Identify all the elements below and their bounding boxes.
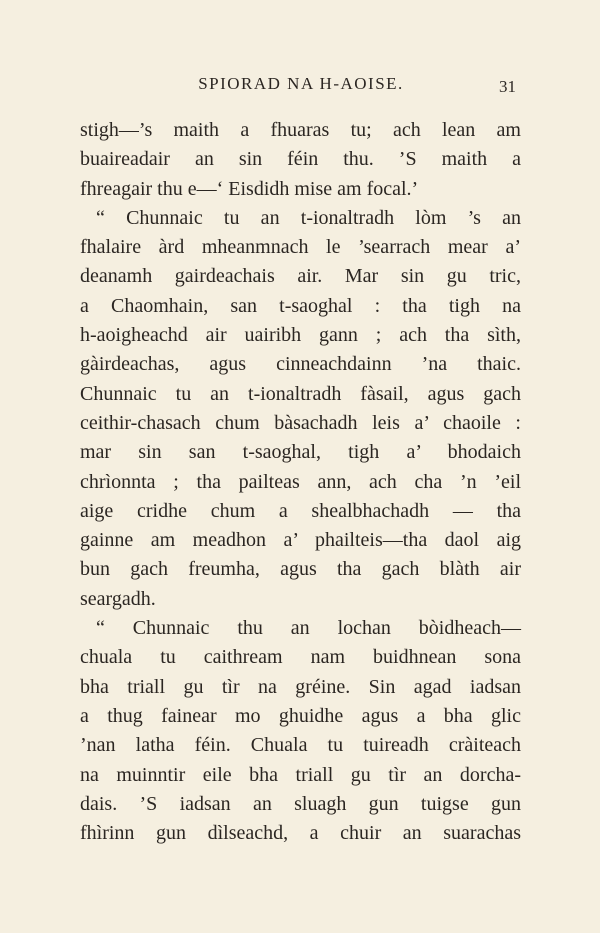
text-line: bun gach freumha, agus tha gach blàth air [80, 558, 521, 581]
page-number: 31 [499, 77, 516, 96]
text-line: fhalaire àrd mheanmnach le ’searrach mear a’ [80, 236, 521, 259]
text-line: chuala tu caithream nam buidhnean sona [80, 646, 521, 669]
text-line: fhreagair thu e—‘ Eisdidh mise am focal.’ [80, 177, 419, 200]
text-line: na muinntir eile bha triall gu tìr an dorcha- [80, 763, 521, 786]
text-line: fhìrinn gun dìlseachd, a chuir an suarachas [80, 822, 521, 845]
text-line: ’nan latha féin. Chuala tu tuireadh cràiteach [80, 734, 521, 757]
text-line: gainne am meadhon a’ phailteis—tha daol aig [80, 529, 521, 552]
text-line: “ Chunnaic tu an t-ionaltradh lòm ’s an [96, 206, 521, 229]
text-line: mar sin san t-saoghal, tigh a’ bhodaich [80, 441, 521, 464]
page-header [80, 74, 522, 102]
text-line: deanamh gairdeachais air. Mar sin gu tric, [80, 265, 521, 288]
body-text [80, 116, 521, 848]
text-line: ceithir-chasach chum bàsachadh leis a’ chaoile : [80, 411, 521, 434]
text-line: stigh—’s maith a fhuaras tu; ach lean am [80, 119, 521, 141]
text-line: h-aoigheachd air uairibh gann ; ach tha sìth, [80, 324, 521, 347]
text-line: seargadh. [80, 587, 156, 610]
text-line: buaireadair an sin féin thu. ’S maith a [80, 148, 521, 171]
text-line: chrìonnta ; tha pailteas ann, ach cha ’n ’eil [80, 470, 521, 493]
text-line: aige cridhe chum a shealbhachadh — tha [80, 499, 521, 522]
text-line: gàirdeachas, agus cinneachdainn ’na thaic. [80, 353, 521, 376]
text-line: bha triall gu tìr na gréine. Sin agad iadsan [80, 675, 521, 698]
text-line: Chunnaic tu an t-ionaltradh fàsail, agus gach [80, 382, 521, 405]
running-title: SPIORAD NA H-AOISE. [198, 74, 404, 93]
text-line: dais. ’S iadsan an sluagh gun tuigse gun [80, 792, 521, 815]
text-line: a thug fainear mo ghuidhe agus a bha glic [80, 704, 521, 727]
text-line: “ Chunnaic thu an lochan bòidheach— [96, 617, 521, 640]
text-line: a Chaomhain, san t-saoghal : tha tigh na [80, 294, 521, 317]
